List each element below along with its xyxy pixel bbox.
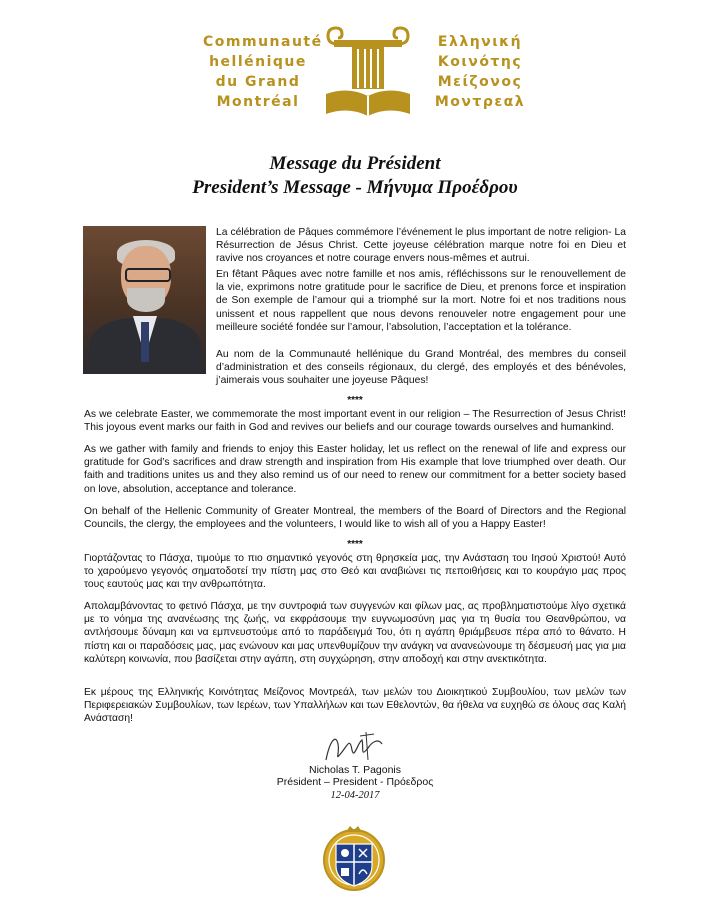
french-paragraph-1: La célébration de Pâques commémore l’événement le plus important de notre religion- La Résurrection de Jésus Christ. Cette joyeuse célébration marque notre foi en Dieu et ravive nos croyances et notre courage envers nous-mêmes et autrui.	[216, 227, 626, 265]
signatory-name: Nicholas T. Pagonis	[308, 764, 402, 776]
signatory-title: Président – President - Πρόεδρος	[276, 776, 434, 788]
signature-block	[0, 730, 710, 802]
message-titles	[0, 152, 710, 200]
greek-paragraph-3: Εκ μέρους της Ελληνικής Κοινότητας Μείζονος Μοντρεάλ, των μελών του Διοικητικού Συμβουλίου, των μελών των Περιφερειακών Συμβουλίων, των Ιερέων, των Υπαλλήλων και των Εθελοντών, θα ήθελα να ευχηθώ σε όλους σας Καλή Ανάσταση!	[84, 687, 626, 725]
title-french: Message du Président	[269, 153, 441, 174]
greek-paragraph-2: Απολαμβάνοντας το φετινό Πάσχα, με την συντροφιά των συγγενών και φίλων μας, ας προβληματιστούμε λίγο σχετικά με το νόημα της ανανέωσης της ζωής, να εκφράσουμε την ευγνωμοσύνη μας για τη θυσία του Θεανθρώπου, να αντλήσουμε δύναμη και να εμπνευστούμε από το παράδειγμά Του, ότι η αγάπη θριάμβευσε πέρα από το θάνατο. Η πίστη και οι παραδόσεις μας, μας ενώνουν και μας υπενθυμίζουν την ανάγκη να ανανεώνουμε τη δέσμευσή μας για μια καλύτερη κοινωνία, που βασίζεται στην αγάπη, στη συγχώρηση, στην αποδοχή και στην ανεκτικότητα.	[84, 601, 626, 665]
president-portrait	[83, 226, 206, 374]
french-paragraph-3: Au nom de la Communauté hellénique du Grand Montréal, des membres du conseil d’administration et des conseils régionaux, du clergé, des employés et des bénévoles, j’aimerais vous souhaiter une joyeuse Pâques!	[216, 349, 626, 387]
handwritten-signature	[320, 730, 390, 768]
ionic-column-book-icon	[318, 22, 418, 122]
french-paragraph-2: En fêtant Pâques avec notre famille et nos amis, réfléchissons sur le renouvellement de la vie, exprimons notre gratitude pour le sacrifice de Dieu, et prenons force et inspiration de Son exemple de l’amour qui a triomphé sur la mort. Notre foi et nos traditions nous unissent et nous rappellent que nous devons renouveler notre engagement pour une meilleure société fondée sur l’amour, l’absolution, l’acceptation et la tolérance.	[216, 269, 626, 333]
org-name-greek: Ελληνική Κοινότης Μείζονος Μοντρεαλ	[434, 34, 526, 110]
title-english-greek: President’s Message - Μήνυμα Προέδρου	[192, 177, 518, 198]
separator-stars: ****	[347, 539, 363, 550]
english-paragraph-1: As we celebrate Easter, we commemorate the most important event in our religion – The Resurrection of Jesus Christ! This joyous event marks our faith in God and revives our beliefs and our courage towards ourselves and humankind.	[84, 409, 626, 434]
org-name-french: Communauté hellénique du Grand Montréal	[203, 34, 323, 110]
signature-date: 12-04-2017	[330, 790, 380, 801]
separator-stars: ****	[347, 395, 363, 406]
community-crest-emblem	[322, 822, 386, 894]
english-paragraph-2: As we gather with family and friends to enjoy this Easter holiday, let us reflect on the renewal of life and express our gratitude for God’s sacrifices and draw strength and inspiration from His example that love triumphed over death. Our faith and traditions unites us and they also remind us of our need to renew our commitment for a better society based on love, absolution, acceptance and tolerance.	[84, 444, 626, 495]
english-paragraph-3: On behalf of the Hellenic Community of Greater Montreal, the members of the Board of Directors and the Regional Councils, the clergy, the employees and the volunteers, I would like to wish all of you a Happy Easter!	[84, 506, 626, 531]
greek-paragraph-1: Γιορτάζοντας το Πάσχα, τιμούμε το πιο σημαντικό γεγονός στη θρησκεία μας, την Ανάσταση του Ιησού Χριστού! Αυτό το χαρούμενο γεγονός σηματοδοτεί την πίστη μας στο Θεό και αναβιώνει τις πεποιθήσεις και το κουράγιο μας προς τους εαυτούς μας και την ανθρωπότητα.	[84, 553, 626, 591]
letterhead	[0, 18, 710, 123]
